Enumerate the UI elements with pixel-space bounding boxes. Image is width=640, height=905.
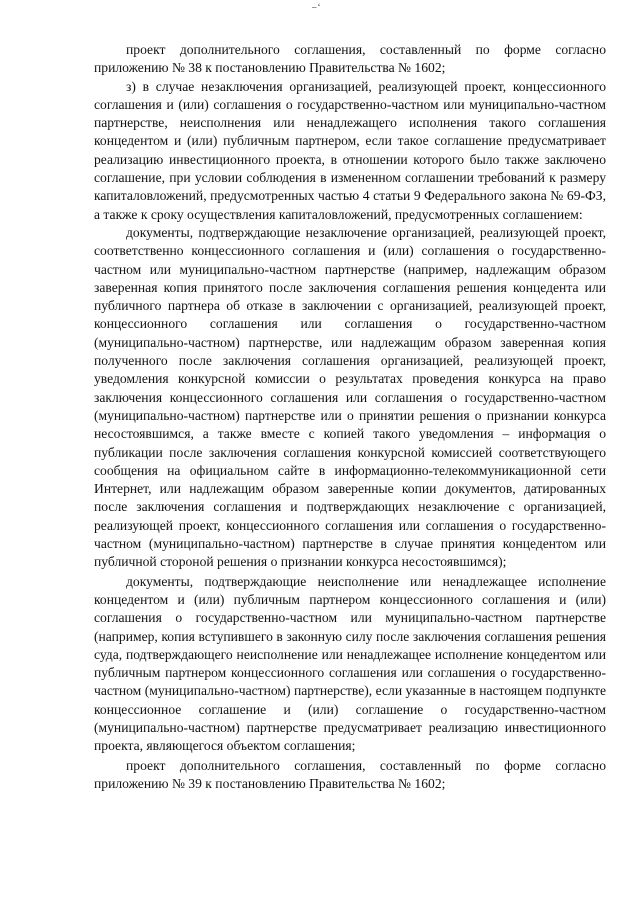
paragraph-non-performance-docs: документы, подтверждающие неисполнение или ненадлежащее исполнение концедентом и (или) публичным партнером концессионного соглашения и (или) соглашения о государственно-частном или муниципально-частном партнерстве (например, копия вступившего в законную силу после заключения соглашения решения суда, подтверждающего неисполнение или ненадлежащее исполнение концедентом или публичным партнером концессионного соглашения или соглашения о государственно-частном (муниципально-частном) партнерстве), если указанные в настоящем подпункте концессионное соглашение и (или) соглашение о государственно-частном (муниципально-частном) партнерстве предусматривает реализацию инвестиционного проекта, являющегося объектом соглашения; — [94, 573, 606, 754]
page-header-mark: –‘ — [312, 2, 322, 12]
paragraph-non-conclusion-docs: документы, подтверждающие незаключение организацией, реализующей проект, соответственно концессионного соглашения и (или) соглашения о государственно-частном или муниципально-частном партнерстве (например, надлежащим образом заверенная копия принятого после заключения соглашения решения концедента или публичного партнера об отказе в заключении с организацией, реализующей проект, концессионного соглашения или соглашения о государственно-частном (муниципально-частном) партнерстве, или надлежащим образом заверенная копия полученного после заключения соглашения организацией, реализующей проект, уведомления конкурсной комиссии о результатах проведения конкурса на право заключения концессионного соглашения или соглашения о государственно-частном (муниципально-частном) партнерстве или о принятии решения о признании конкурса несостоявшимся, а также вместе с копией такого уведомления – информация о публикации после заключения соглашения конкурсной комиссией соответствующего сообщения на официальном сайте в информационно-телекоммуникационной сети Интернет, или надлежащим образом заверенные копии документов, датированных после заключения соглашения и подтверждающих незаключение с организацией, реализующей проект, концессионного соглашения или соглашения о государственно-частном (муниципально-частном) партнерстве в случае принятия концедентом или публичной стороной решения о признании конкурса несостоявшимся); — [94, 224, 606, 570]
paragraph-draft-agreement-38: проект дополнительного соглашения, составленный по форме согласно приложению № 38 к постановлению Правительства № 1602; — [94, 42, 606, 76]
document-body — [94, 41, 606, 793]
paragraph-draft-agreement-39: проект дополнительного соглашения, составленный по форме согласно приложению № 39 к постановлению Правительства № 1602; — [94, 757, 606, 791]
paragraph-subitem-z: з) в случае незаключения организацией, реализующей проект, концессионного соглашения и (или) соглашения о государственно-частном или муниципально-частном партнерстве, неисполнения или ненадлежащего исполнения такого соглашения концедентом и (или) публичным партнером, если такое соглашение предусматривает реализацию инвестиционного проекта, в отношении которого было также заключено соглашение, при условии соблюдения в измененном соглашении требований к размеру капиталовложений, предусмотренных частью 4 статьи 9 Федерального закона № 69-ФЗ, а также к сроку осуществления капиталовложений, предусмотренных соглашением: — [94, 78, 606, 222]
